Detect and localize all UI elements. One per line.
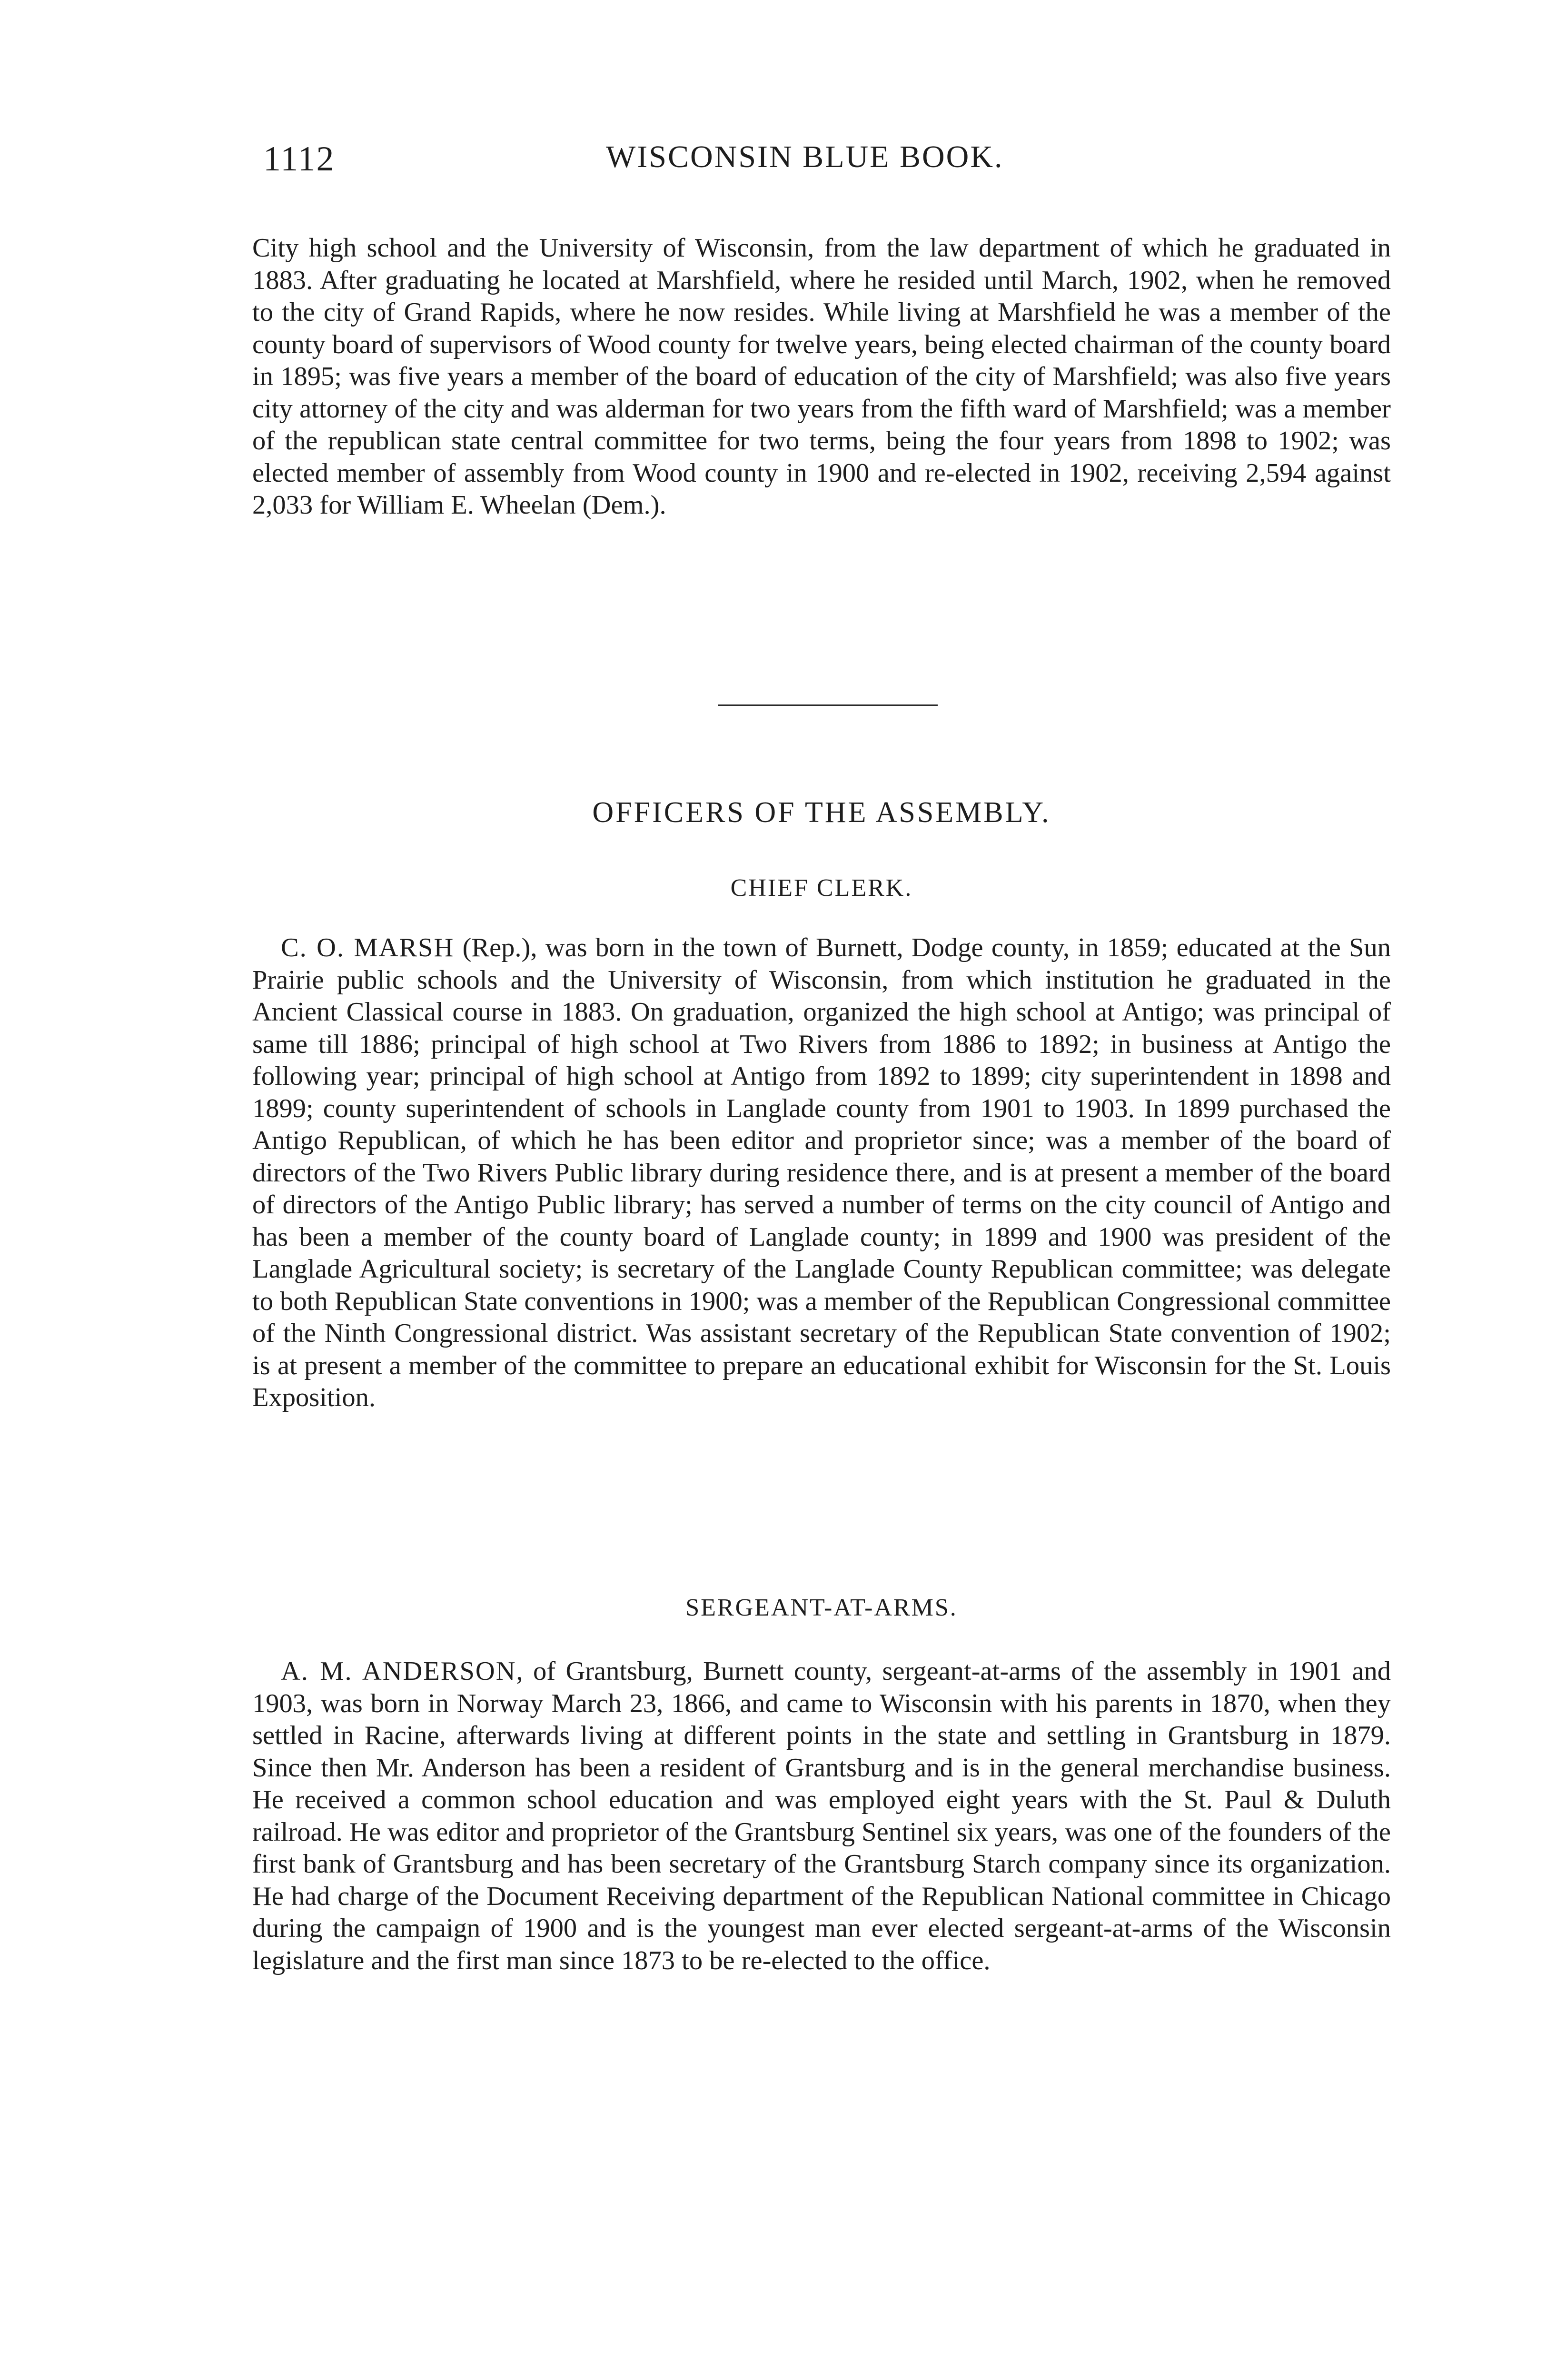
page-number: 1112 (263, 139, 335, 178)
sergeant-at-arms-heading: SERGEANT-AT-ARMS. (685, 1594, 958, 1621)
intro-paragraph: City high school and the University of Wisconsin, from the law department of which he graduated in 1883. After graduating he located at Marshfield, where he resided until March, 1902, when he removed to the city of Grand Rapids, where he now resides. While living at Marshfield he was a member of the county board of supervisors of Wood county for twelve years, being elected chairman of the county board in 1895; was five years a member of the board of education of the city of Marshfield; was also five years city attorney of the city and was alderman for two years from the fifth ward of Marshfield; was a member of the republican state central committee for two terms, being the four years from 1898 to 1902; was elected member of assembly from Wood county in 1900 and re-elected in 1902, receiving 2,594 against 2,033 for William E. Wheelan (Dem.). (252, 233, 1391, 520)
book-title: WISCONSIN BLUE BOOK. (606, 139, 1004, 174)
chief-clerk-paragraph (252, 932, 1391, 1414)
section-title: OFFICERS OF THE ASSEMBLY. (592, 796, 1051, 829)
sergeant-at-arms-text: , of Grantsburg, Burnett county, sergeant-at-arms of the assembly in 1901 and 1903, was born in Norway March 23, 1866, and came to Wisconsin with his parents in 1870, when they settled in Racine, afterwards living at different points in the state and settling in Grantsburg in 1879. Since then Mr. Anderson has been a resident of Grantsburg and is in the general merchandise business. He received a common school education and was employed eight years with the St. Paul & Duluth railroad. He was editor and proprietor of the Grantsburg Sentinel six years, was one of the founders of the first bank of Grantsburg and has been secretary of the Grantsburg Starch company since its organization. He had charge of the Document Receiving department of the Republican National committee in Chicago during the campaign of 1900 and is the youngest man ever elected sergeant-at-arms of the Wisconsin legislature and the first man since 1873 to be re-elected to the office. (252, 1656, 1391, 1975)
chief-clerk-name: C. O. MARSH (281, 933, 455, 962)
chief-clerk-heading: CHIEF CLERK. (730, 874, 913, 902)
section-divider (718, 704, 938, 706)
sergeant-at-arms-name: A. M. ANDERSON (281, 1656, 516, 1686)
running-head (263, 139, 1063, 191)
sergeant-at-arms-paragraph (252, 1656, 1391, 1977)
chief-clerk-text: (Rep.), was born in the town of Burnett, Dodge county, in 1859; educated at the Sun Prairie public schools and the University of Wisconsin, from which institution he graduated in the Ancient Classical course in 1883. On graduation, organized the high school at Antigo; was principal of same till 1886; principal of high school at Two Rivers from 1886 to 1892; in business at Antigo the following year; principal of high school at Antigo from 1892 to 1899; city superintendent in 1898 and 1899; county superintendent of schools in Langlade county from 1901 to 1903. In 1899 purchased the Antigo Republican, of which he has been editor and proprietor since; was a member of the board of directors of the Two Rivers Public library during residence there, and is at present a member of the board of directors of the Antigo Public library; has served a number of terms on the city council of Antigo and has been a member of the county board of Langlade county; in 1899 and 1900 was president of the Langlade Agricultural society; is secretary of the Langlade County Republican committee; was delegate to both Republican State conventions in 1900; was a member of the Republican Congressional committee of the Ninth Congressional district. Was assistant secretary of the Republican State convention of 1902; is at present a member of the committee to prepare an educational exhibit for Wisconsin for the St. Louis Exposition. (252, 933, 1391, 1412)
